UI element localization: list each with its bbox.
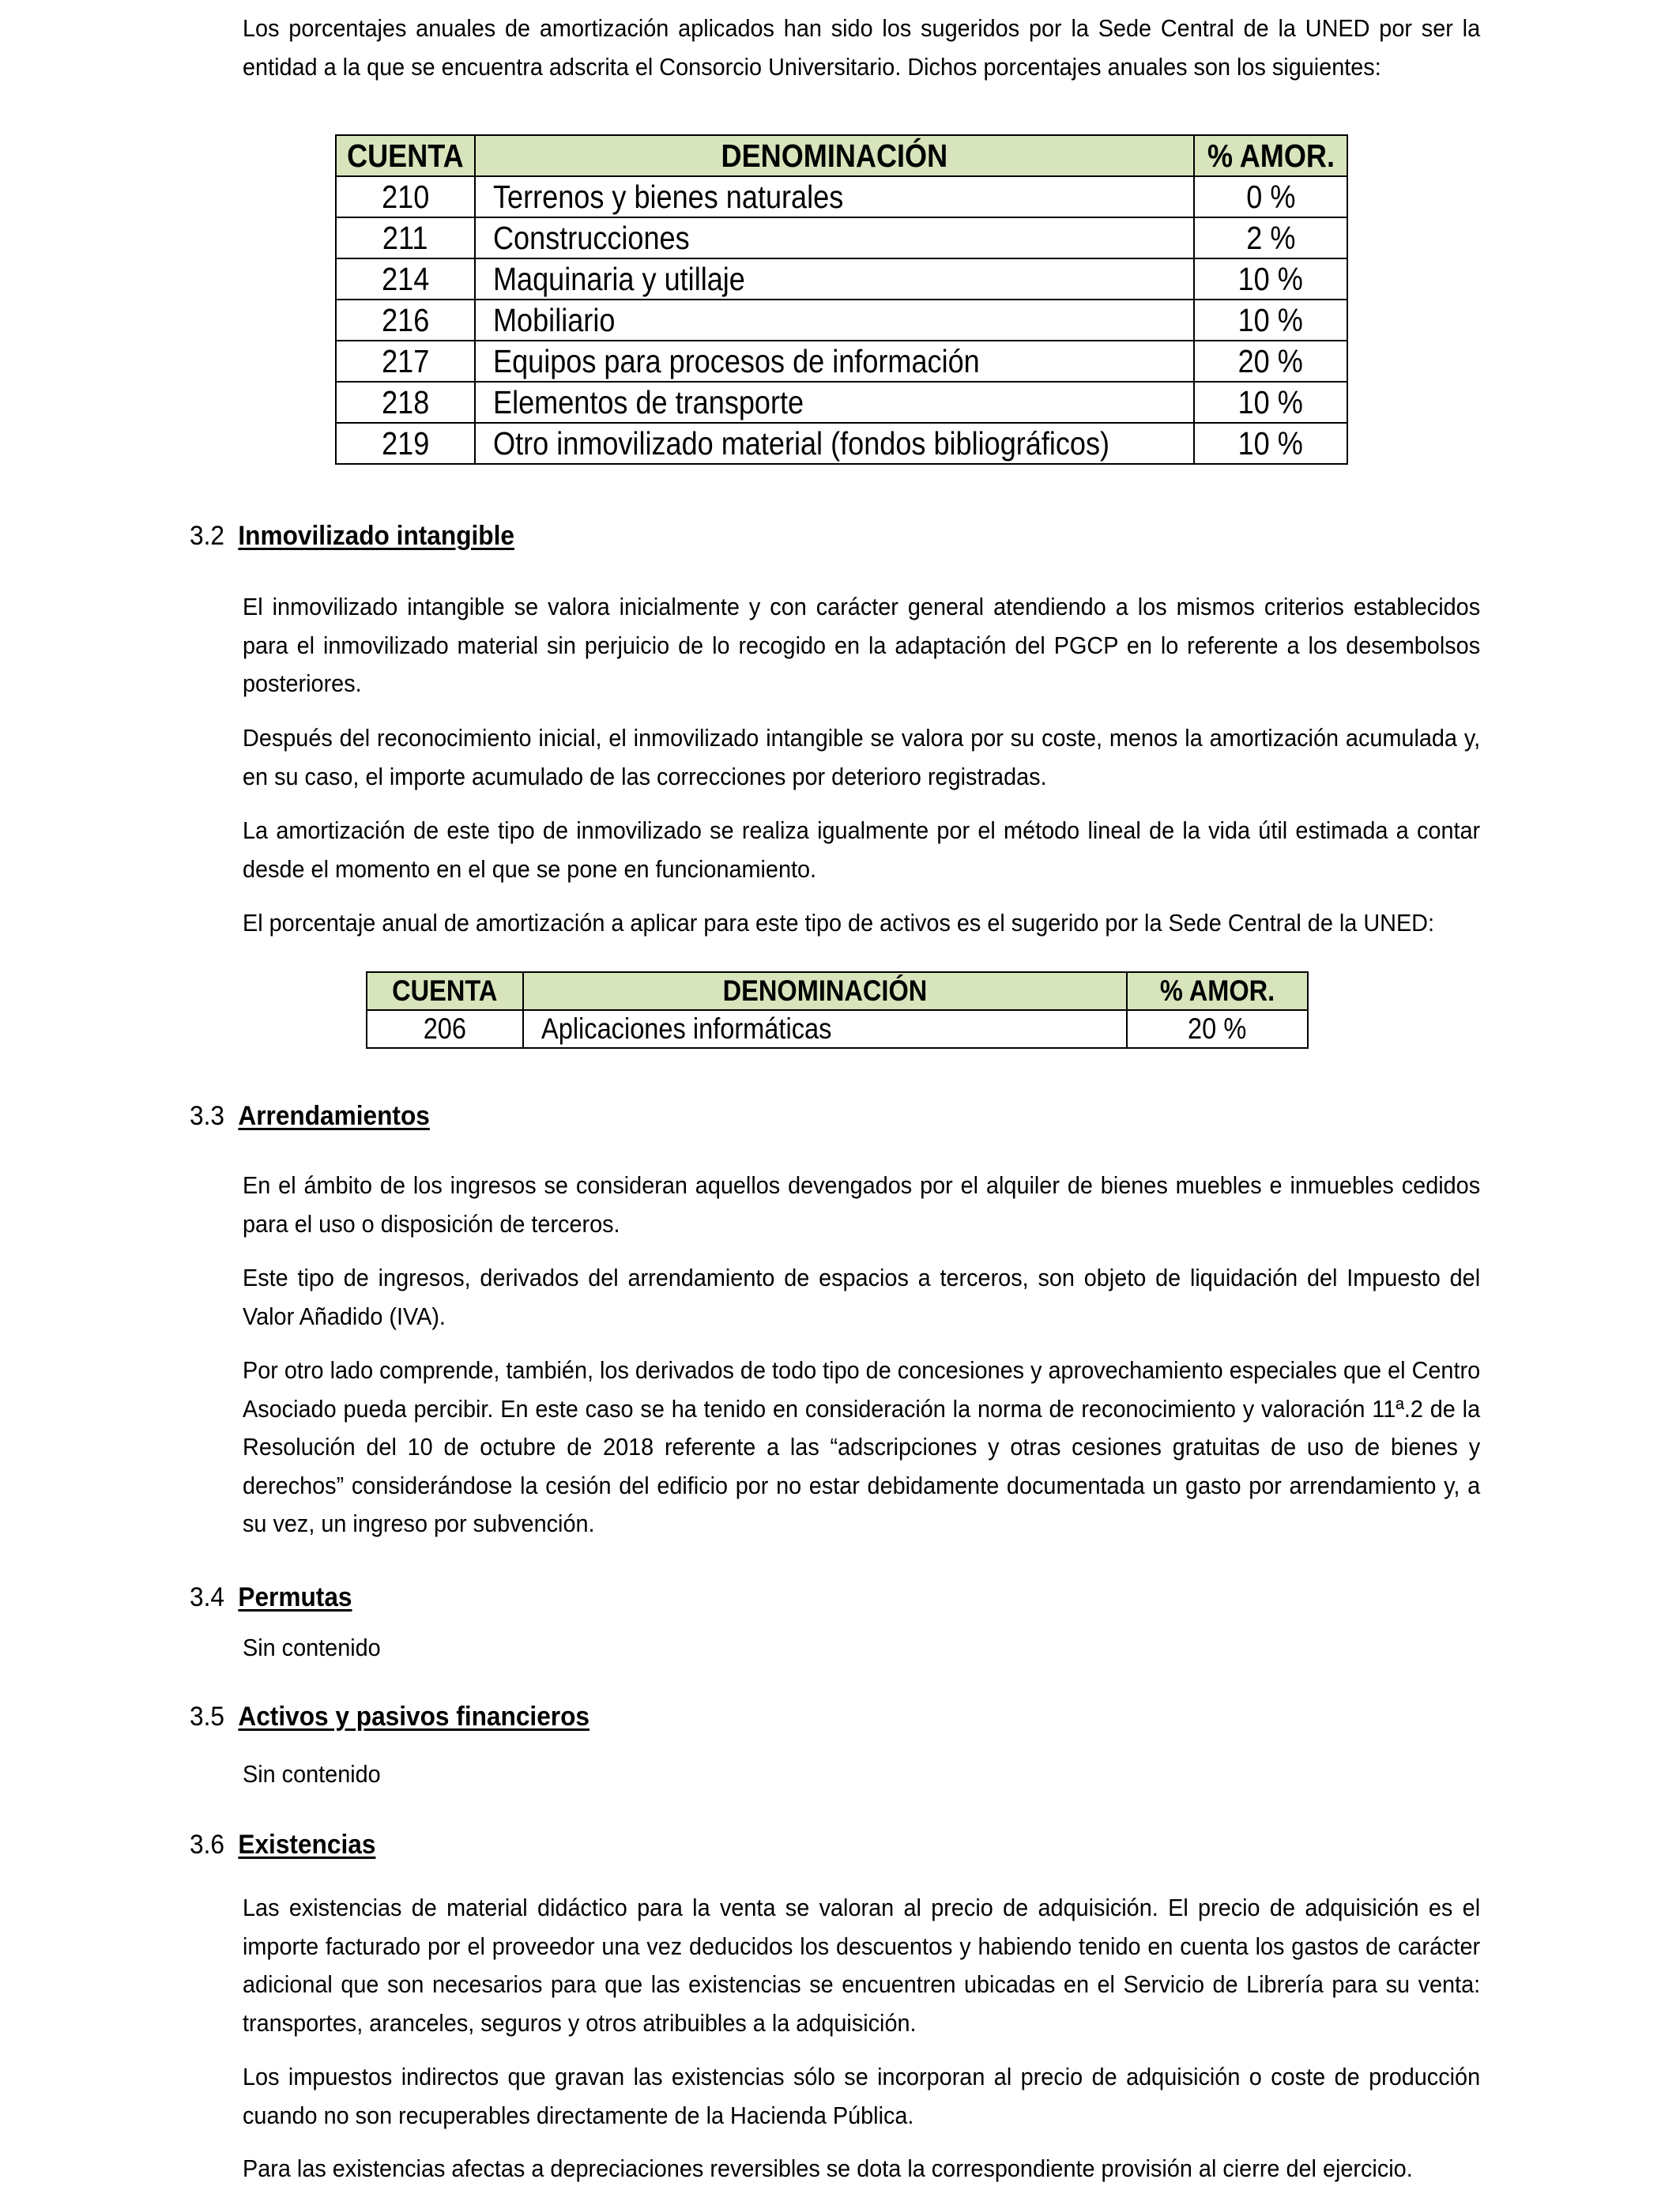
section-heading-3-4 [190,1578,352,1616]
table-row [336,217,1347,258]
cell-denominacion: Aplicaciones informáticas [523,1010,1127,1048]
s32-paragraph-1: El inmovilizado intangible se valora inicialmente y con carácter general atendiendo a los mismos criterios establecidos para el inmovilizado material sin perjuicio de lo recogido en la adaptación del PGCP en lo referente a los desembolsos posteriores. [243,593,1481,697]
cell-amor: 20 % [1194,341,1347,382]
header-amor: % AMOR. [1194,135,1347,176]
section-heading-3-3 [190,1097,430,1135]
cell-denominacion: Mobiliario [475,300,1194,341]
section-title: Arrendamientos [238,1101,430,1131]
s32-paragraph-4: El porcentaje anual de amortización a aplicar para este tipo de activos es el sugerido por la Sede Central de la UNED: [243,909,1435,937]
s32-paragraph-3: La amortización de este tipo de inmovilizado se realiza igualmente por el método lineal de la vida útil estimada a contar desde el momento en el que se pone en funcionamiento. [243,816,1481,883]
s32-paragraph-2: Después del reconocimiento inicial, el inmovilizado intangible se valora por su coste, menos la amortización acumulada y, en su caso, el importe acumulado de las correcciones por deterioro registradas. [243,724,1481,790]
section-title: Permutas [238,1582,352,1612]
section-number: 3.6 [190,1830,224,1860]
table-row [336,382,1347,423]
cell-cuenta: 219 [336,423,475,464]
header-cuenta: CUENTA [336,135,475,176]
s36-paragraph-3: Para las existencias afectas a depreciaciones reversibles se dota la correspondiente provisión al cierre del ejercicio. [243,2154,1413,2182]
cell-denominacion: Equipos para procesos de información [475,341,1194,382]
s36-paragraph-1: Las existencias de material didáctico para la venta se valoran al precio de adquisición. El precio de adquisición es el importe facturado por el proveedor una vez deducidos los descuentos y habiendo tenido en cuenta los gastos de carácter adicional que son necesarios para que las existencias se encuentren ubicadas en el Servicio de Librería para su venta: transportes, aranceles, seguros y otros atribuibles a la adquisición. [243,1894,1481,2037]
header-denominacion: DENOMINACIÓN [523,972,1127,1010]
table-row [336,300,1347,341]
section-title: Activos y pasivos financieros [238,1702,590,1732]
cell-cuenta: 217 [336,341,475,382]
section-number: 3.5 [190,1702,224,1732]
section-number: 3.3 [190,1101,224,1131]
section-number: 3.2 [190,521,224,551]
table-row [336,258,1347,300]
section-heading-3-5 [190,1698,590,1736]
section-heading-3-6 [190,1826,375,1864]
header-amor: % AMOR. [1127,972,1308,1010]
table-row [336,341,1347,382]
s33-paragraph-2: Este tipo de ingresos, derivados del arrendamiento de espacios a terceros, son objeto de liquidación del Impuesto del Valor Añadido (IVA). [243,1264,1481,1330]
s36-paragraph-2: Los impuestos indirectos que gravan las existencias sólo se incorporan al precio de adquisición o coste de producción cuando no son recuperables directamente de la Hacienda Pública. [243,2063,1481,2129]
cell-denominacion: Elementos de transporte [475,382,1194,423]
cell-cuenta: 218 [336,382,475,423]
cell-amor: 10 % [1194,300,1347,341]
table-header-row [336,135,1347,176]
header-denominacion: DENOMINACIÓN [475,135,1194,176]
cell-amor: 10 % [1194,258,1347,300]
cell-amor: 10 % [1194,423,1347,464]
section-title: Existencias [238,1830,376,1860]
cell-cuenta: 214 [336,258,475,300]
section-title: Inmovilizado intangible [238,521,514,551]
table-header-row [367,972,1308,1010]
cell-cuenta: 211 [336,217,475,258]
table-row [367,1010,1308,1048]
cell-denominacion: Construcciones [475,217,1194,258]
cell-amor: 20 % [1127,1010,1308,1048]
cell-denominacion: Maquinaria y utillaje [475,258,1194,300]
s35-paragraph-1: Sin contenido [243,1760,381,1788]
s34-paragraph-1: Sin contenido [243,1634,381,1661]
cell-amor: 0 % [1194,176,1347,217]
s33-paragraph-3: Por otro lado comprende, también, los derivados de todo tipo de concesiones y aprovechamiento especiales que el Centro Asociado pueda percibir. En este caso se ha tenido en consideración la norma de reconocimiento y valoración 11ª.2 de la Resolución del 10 de octubre de 2018 referente a las “adscripciones y otras cesiones gratuitas de uso de bienes y derechos” considerándose la cesión del edificio por no estar debidamente documentada un gasto por arrendamiento y, a su vez, un ingreso por subvención. [243,1356,1481,1537]
cell-denominacion: Terrenos y bienes naturales [475,176,1194,217]
cell-cuenta: 210 [336,176,475,217]
section-number: 3.4 [190,1582,224,1612]
table-row [336,176,1347,217]
table-row [336,423,1347,464]
s33-paragraph-1: En el ámbito de los ingresos se consideran aquellos devengados por el alquiler de bienes muebles e inmuebles cedidos para el uso o disposición de terceros. [243,1171,1481,1238]
header-cuenta: CUENTA [367,972,523,1010]
cell-cuenta: 216 [336,300,475,341]
amortization-table-material [335,134,1348,465]
section-heading-3-2 [190,517,514,555]
cell-denominacion: Otro inmovilizado material (fondos bibliográficos) [475,423,1194,464]
amortization-table-intangible [366,971,1309,1049]
intro-paragraph: Los porcentajes anuales de amortización aplicados han sido los sugeridos por la Sede Central de la UNED por ser la entidad a la que se encuentra adscrita el Consorcio Universitario. Dichos porcentajes anuales son los siguientes: [243,14,1481,81]
cell-cuenta: 206 [367,1010,523,1048]
cell-amor: 10 % [1194,382,1347,423]
cell-amor: 2 % [1194,217,1347,258]
